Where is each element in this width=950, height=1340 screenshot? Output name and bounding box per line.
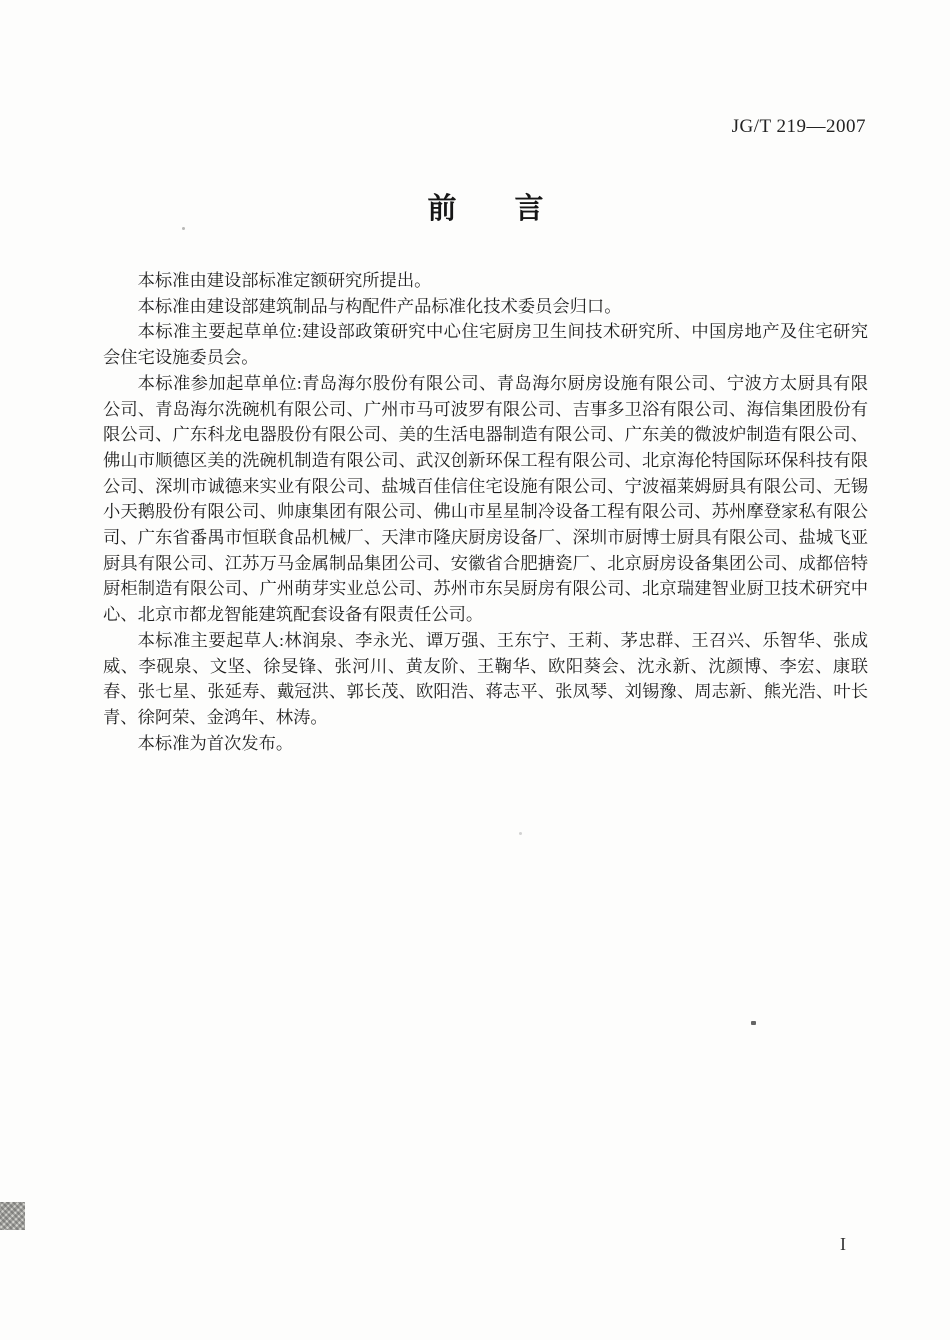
scan-speck-artifact — [751, 1021, 756, 1025]
scan-speck-artifact — [182, 227, 185, 230]
scan-speck-artifact — [519, 832, 522, 835]
paragraph-committee: 本标准由建设部建筑制品与构配件产品标准化技术委员会归口。 — [137, 296, 622, 316]
scan-noise-artifact — [0, 1202, 25, 1230]
paragraph-participating-units: 本标准参加起草单位:青岛海尔股份有限公司、青岛海尔厨房设施有限公司、宁波方太厨具有限公司、青岛海尔洗碗机有限公司、广州市马可波罗有限公司、吉事多卫浴有限公司、海信集团股份有限公司、广东科龙电器股份有限公司、美的生活电器制造有限公司、广东美的微波炉制造有限公司、佛山市顺德区美的洗碗机制造有限公司、武汉创新环保工程有限公司、北京海伦特国际环保科技有限公司、深圳市诚德来实业有限公司、盐城百佳信住宅设施有限公司、宁波福莱姆厨具有限公司、无锡小天鹅股份有限公司、帅康集团有限公司、佛山市星星制冷设备工程有限公司、苏州摩登家私有限公司、广东省番禺市恒联食品机械厂、天津市隆庆厨房设备厂、深圳市厨博士厨具有限公司、盐城飞亚厨具有限公司、江苏万马金属制品集团公司、安徽省合肥搪瓷厂、北京厨房设备集团公司、成都倍特厨柜制造有限公司、广州萌芽实业总公司、苏州市东吴厨房有限公司、北京瑞建智业厨卫技术研究中心、北京市都龙智能建筑配套设备有限责任公司。 — [103, 373, 868, 625]
paragraph-issuer: 本标准由建设部标准定额研究所提出。 — [137, 271, 432, 290]
page-number: I — [840, 1234, 846, 1254]
page-title: 前 言 — [427, 193, 544, 225]
paragraph-main-drafting-units: 本标准主要起草单位:建设部政策研究中心住宅厨房卫生间技术研究所、中国房地产及住宅研究会住宅设施委员会。 — [103, 322, 868, 368]
paragraph-main-drafters: 本标准主要起草人:林润泉、李永光、谭万强、王东宁、王莉、茅忠群、王召兴、乐智华、张成威、李砚泉、文坚、徐旻锋、张河川、黄友阶、王鞠华、欧阳葵会、沈永新、沈颜博、李宏、康联春、张七星、张延寿、戴冠洪、郭长茂、欧阳浩、蒋志平、张凤琴、刘锡豫、周志新、熊光浩、叶长青、徐阿荣、金鸿年、林涛。 — [103, 630, 868, 727]
foreword-body — [103, 268, 868, 756]
paragraph-first-release: 本标准为首次发布。 — [137, 733, 294, 753]
standard-code-header: JG/T 219—2007 — [731, 116, 866, 137]
